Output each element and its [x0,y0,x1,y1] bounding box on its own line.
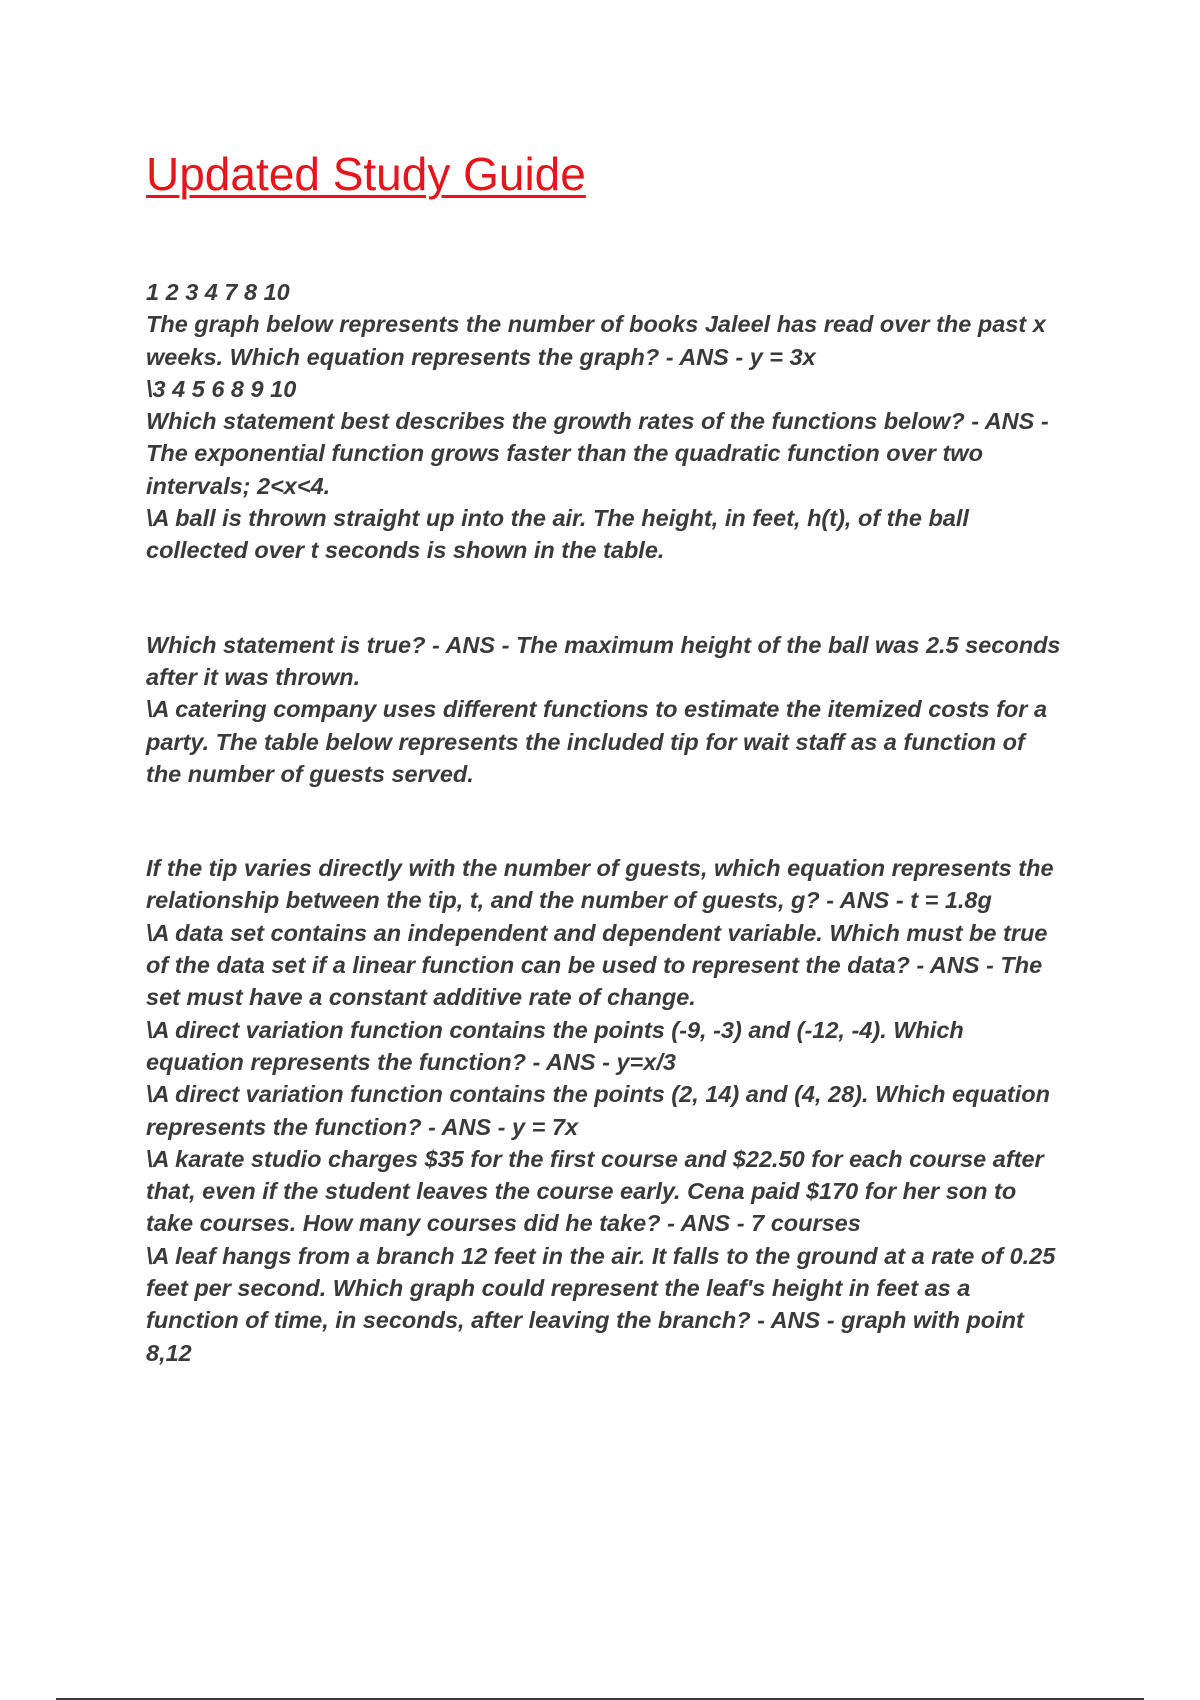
paragraph-gap [146,790,1106,852]
text-line: after it was thrown. [146,663,361,690]
text-line: of the data set if a linear function can be used to represent the data? - ANS - The [146,952,1043,979]
page-title: Updated Study Guide [146,148,586,200]
text-line: The exponential function grows faster than the quadratic function over two [146,440,983,467]
text-line: weeks. Which equation represents the graph? - ANS - y = 3x [146,343,816,370]
text-line: relationship between the tip, t, and the number of guests, g? - ANS - t = 1.8g [146,887,992,914]
text-line: intervals; 2<x<4. [146,472,331,499]
text-line: \3 4 5 6 8 9 10 [146,375,297,402]
text-line: Which statement best describes the growth rates of the functions below? - ANS - [146,408,1049,435]
text-line: party. The table below represents the included tip for wait staff as a function of [146,728,1025,755]
text-line: the number of guests served. [146,760,474,787]
text-line: 1 2 3 4 7 8 10 [146,279,290,305]
text-line: represents the function? - ANS - y = 7x [146,1113,579,1140]
text-line: If the tip varies directly with the number of guests, which equation represents the [146,855,1054,882]
study-guide-body [146,276,1106,1369]
text-line: 8,12 [146,1339,192,1366]
text-line: Which statement is true? - ANS - The maximum height of the ball was 2.5 seconds [146,631,1061,658]
text-line: \A leaf hangs from a branch 12 feet in the air. It falls to the ground at a rate of 0.25 [146,1242,1056,1269]
text-line: feet per second. Which graph could represent the leaf's height in feet as a [146,1275,971,1302]
text-line: set must have a constant additive rate of change. [146,984,696,1011]
text-line: equation represents the function? - ANS - y=x/3 [146,1048,676,1075]
text-line: \A ball is thrown straight up into the air. The height, in feet, h(t), of the ball [146,505,969,532]
text-line: take courses. How many courses did he take? - ANS - 7 courses [146,1210,861,1237]
paragraph-gap [146,567,1106,629]
text-line: collected over t seconds is shown in the table. [146,537,665,564]
text-line: that, even if the student leaves the course early. Cena paid $170 for her son to [146,1178,1017,1205]
text-line: \A catering company uses different functions to estimate the itemized costs for a [146,696,1048,723]
text-line: \A data set contains an independent and dependent variable. Which must be true [146,919,1048,946]
text-line: The graph below represents the number of books Jaleel has read over the past x [146,311,1046,338]
text-line: \A direct variation function contains the points (-9, -3) and (-12, -4). Which [146,1016,964,1043]
text-line: \A karate studio charges $35 for the first course and $22.50 for each course after [146,1145,1044,1172]
text-line: \A direct variation function contains the points (2, 14) and (4, 28). Which equation [146,1081,1050,1108]
text-line: function of time, in seconds, after leaving the branch? - ANS - graph with point [146,1307,1024,1334]
